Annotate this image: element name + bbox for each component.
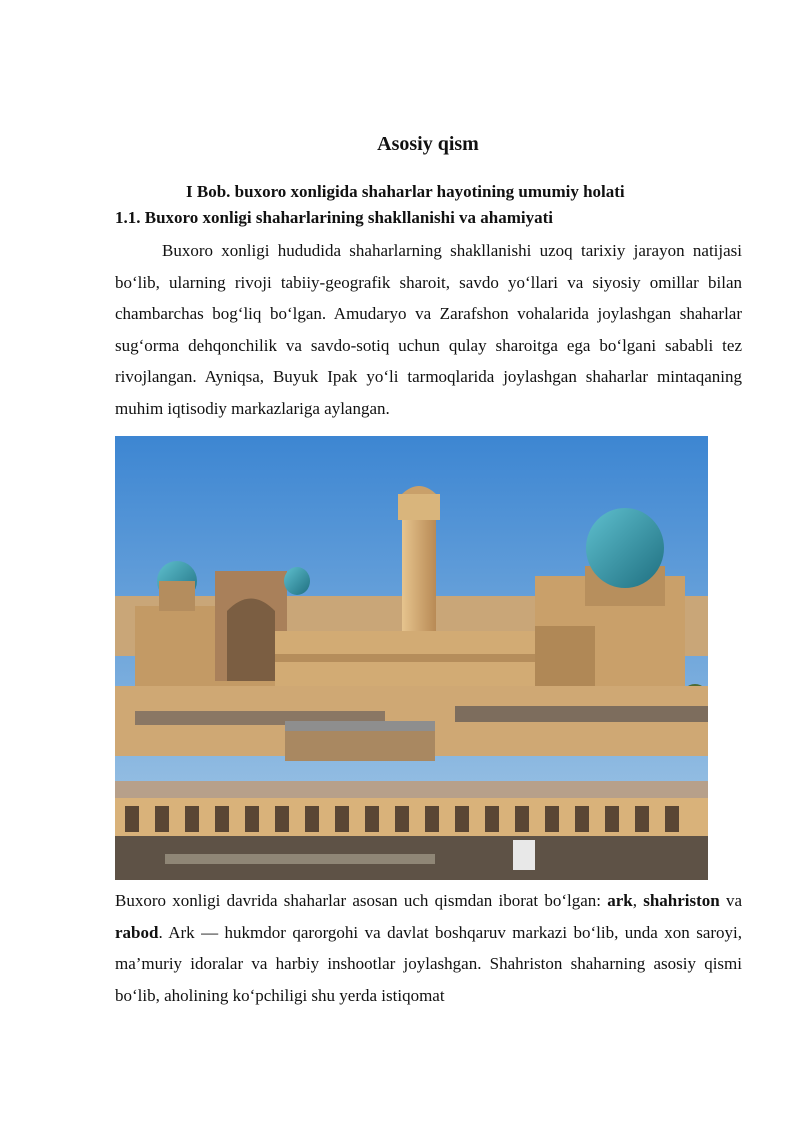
market-hall-roof xyxy=(285,721,435,731)
right-dome xyxy=(586,508,664,588)
paragraph-2-text-1: Buxoro xonligi davrida shaharlar asosan uch qismdan iborat bo‘lgan: xyxy=(115,891,608,910)
paragraph-2-text-2: . Ark — hukmdor qarorgohi va davlat boshqaruv markazi bo‘lib, unda xon saroyi, ma’muriy idoralar va harbiy inshootlar joylashgan. Shahriston shaharning asosiy qismi bo‘lib, aholining ko‘pchiligi shu yerda istiqomat xyxy=(115,922,742,1005)
left-dome-1-drum xyxy=(159,581,195,611)
street-light xyxy=(165,854,435,864)
term-shahriston: shahriston xyxy=(643,891,720,910)
body-paragraph-1: Buxoro xonligi hududida shaharlarning shakllanishi uzoq tarixiy jarayon natijasi bo‘lib, ularning rivoji tabiiy-geografik sharoit, savdo yo‘llari va siyosiy omillar bilan chambarchas bog‘liq bo‘lgan. Amudaryo va Zarafshon vohalarida joylashgan shaharlar sug‘orma dehqonchilik va savdo-sotiq uchun qulay sharoitga ega bo‘lgani sababli tez rivojlangan. Ayniqsa, Buyuk Ipak yo‘li tarmoqlarida joylashgan shaharlar mintaqaning muhim iqtisodiy markazlariga aylangan. xyxy=(115,241,742,418)
left-portal-arch xyxy=(227,599,275,682)
body-paragraph-2 xyxy=(115,885,742,1011)
chapter-heading: I Bob. buxoro xonligida shaharlar hayotining umumiy holati xyxy=(186,182,625,201)
paragraph-2-separator-2: va xyxy=(719,891,743,910)
left-dome-2 xyxy=(284,567,310,595)
term-ark: ark xyxy=(607,891,633,910)
arcade-wall xyxy=(115,798,708,836)
roof-strip-2 xyxy=(455,706,708,722)
minaret-lantern xyxy=(398,494,440,520)
paragraph-2-separator-1: , xyxy=(632,891,644,910)
page-title: Asosiy qism xyxy=(377,133,479,155)
kiosk xyxy=(513,840,535,870)
bukhara-panorama-photo xyxy=(115,436,708,880)
term-rabod: rabod xyxy=(115,922,159,942)
section-heading: 1.1. Buxoro xonligi shaharlarining shakllanishi va ahamiyati xyxy=(115,208,554,227)
